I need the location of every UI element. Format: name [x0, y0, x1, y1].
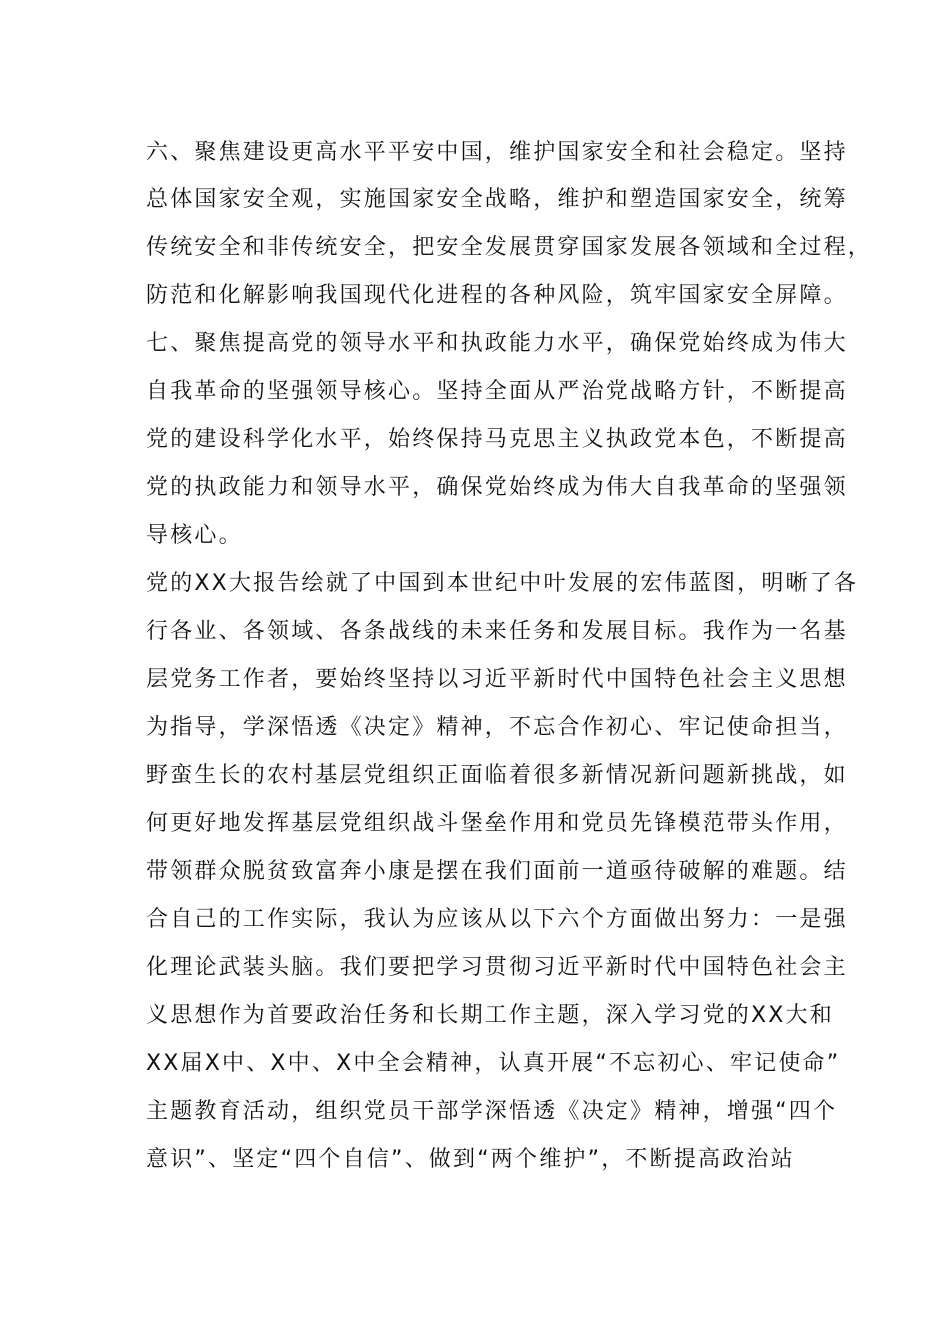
text-line: 导核心。: [146, 523, 243, 548]
text-line: 化理论武装头脑。我们要把学习贯彻习近平新时代中国特色社会主: [146, 955, 848, 980]
text-line: 义思想作为首要政治任务和长期工作主题，深入学习党的XX大和: [146, 1003, 834, 1028]
text-line: 为指导，学深悟透《决定》精神，不忘合作初心、牢记使命担当，: [146, 715, 848, 740]
text-line: 总体国家安全观，实施国家安全战略，维护和塑造国家安全，统筹: [146, 187, 848, 212]
text-line: 行各业、各领域、各条战线的未来任务和发展目标。我作为一名基: [146, 619, 848, 644]
text-line: 意识”、坚定“四个自信”、做到“两个维护”，不断提高政治站: [146, 1147, 795, 1172]
text-line: 党的XX大报告绘就了中国到本世纪中叶发展的宏伟蓝图，明晰了各: [146, 571, 859, 596]
text-line: 防范和化解影响我国现代化进程的各种风险，筑牢国家安全屏障。: [146, 283, 848, 308]
text-line: 野蛮生长的农村基层党组织正面临着很多新情况新问题新挑战，如: [146, 763, 848, 788]
text-line: 六、聚焦建设更高水平平安中国，维护国家安全和社会稳定。坚持: [146, 140, 848, 165]
text-line: 带领群众脱贫致富奔小康是摆在我们面前一道亟待破解的难题。结: [146, 859, 848, 884]
text-line: 层党务工作者，要始终坚持以习近平新时代中国特色社会主义思想: [146, 667, 848, 692]
text-line: 党的执政能力和领导水平，确保党始终成为伟大自我革命的坚强领: [146, 475, 848, 500]
text-line: 主题教育活动，组织党员干部学深悟透《决定》精神，增强“四个: [146, 1099, 838, 1124]
text-line: XX届X中、X中、X中全会精神，认真开展“不忘初心、牢记使命”: [146, 1051, 841, 1076]
text-line: 七、聚焦提高党的领导水平和执政能力水平，确保党始终成为伟大: [146, 331, 848, 356]
text-line: 合自己的工作实际，我认为应该从以下六个方面做出努力：一是强: [146, 907, 848, 932]
text-line: 自我革命的坚强领导核心。坚持全面从严治党战略方针，不断提高: [146, 379, 848, 404]
text-line: 党的建设科学化水平，始终保持马克思主义执政党本色，不断提高: [146, 427, 848, 452]
text-line: 传统安全和非传统安全，把安全发展贯穿国家发展各领域和全过程，: [146, 235, 873, 260]
text-line: 何更好地发挥基层党组织战斗堡垒作用和党员先锋模范带头作用，: [146, 811, 848, 836]
